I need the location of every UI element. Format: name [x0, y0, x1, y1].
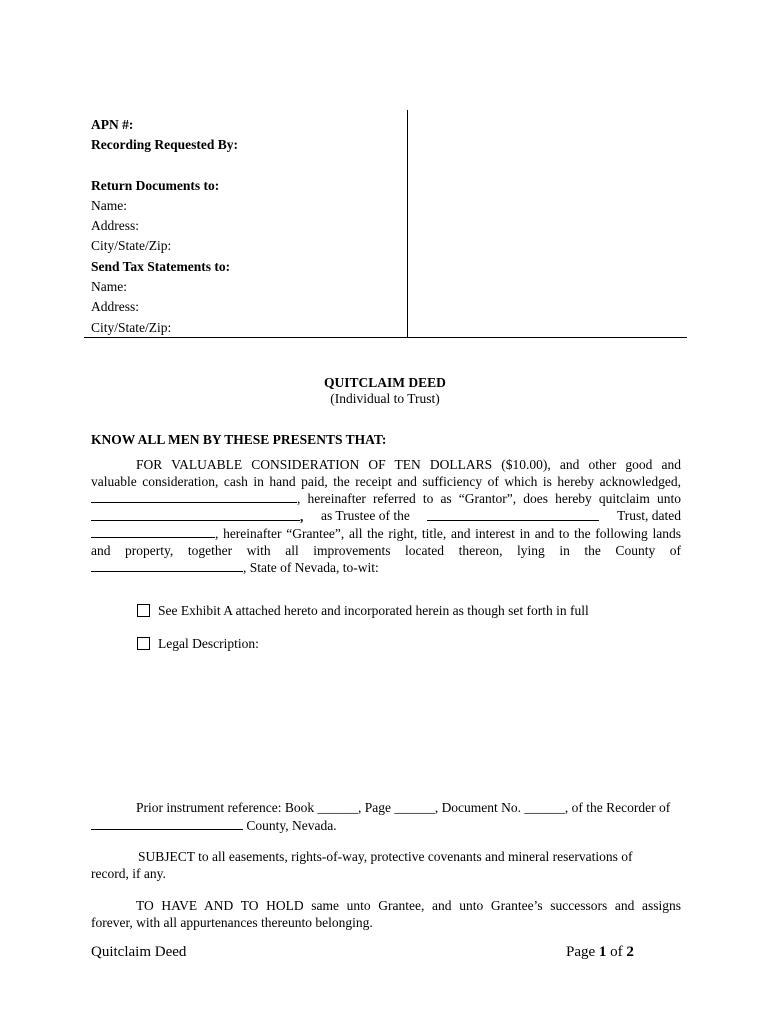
document-title: QUITCLAIM DEED	[324, 375, 446, 390]
para-line-5-text: , hereinafter “Grantee”, all the right, title, and interest in and to the following lands	[215, 526, 681, 541]
para-line-1: FOR VALUABLE CONSIDERATION OF TEN DOLLARS ($10.00), and other good and	[136, 457, 681, 472]
legal-description-checkbox[interactable]	[137, 637, 150, 650]
header-vertical-divider	[407, 110, 408, 338]
prior-county-blank[interactable]	[91, 817, 243, 830]
para-line-3-text: , hereinafter referred to as “Grantor”, does hereby quitclaim unto	[297, 491, 681, 506]
recording-requested-label: Recording Requested By:	[91, 137, 238, 153]
subject-paragraph	[91, 849, 681, 882]
exhibit-checkbox[interactable]	[137, 604, 150, 617]
prior-line-1: Prior instrument reference: Book ______, Page ______, Document No. ______, of the Recorder of	[136, 800, 671, 815]
habendum-line-1: TO HAVE AND TO HOLD same unto Grantee, and unto Grantee’s successors and assigns	[136, 898, 681, 913]
subject-line-1: SUBJECT to all easements, rights-of-way, protective covenants and mineral reservations of	[138, 849, 633, 864]
comma: ,	[300, 508, 304, 524]
date-blank[interactable]	[91, 525, 215, 538]
grantor-blank[interactable]	[91, 490, 297, 503]
tax-name-label: Name:	[91, 279, 127, 295]
para-line-7	[91, 559, 681, 577]
return-address-label: Address:	[91, 218, 139, 234]
exhibit-label: See Exhibit A attached hereto and incorporated herein as though set forth in full	[158, 603, 589, 618]
page-number	[566, 944, 634, 961]
return-name-label: Name:	[91, 197, 127, 213]
page-word: Page	[566, 944, 596, 960]
tax-statements-label: Send Tax Statements to:	[91, 258, 231, 274]
consideration-paragraph	[91, 457, 681, 577]
exhibit-option	[137, 603, 589, 619]
document-subtitle: (Individual to Trust)	[330, 391, 440, 406]
trust-dated-text: Trust, dated	[616, 507, 681, 523]
footer-title: Quitclaim Deed	[91, 944, 187, 960]
spacer	[91, 156, 238, 176]
para-line-3	[91, 490, 681, 508]
apn-label: APN #:	[91, 117, 134, 132]
para-line-7-text: , State of Nevada, to-wit:	[243, 560, 379, 575]
para-line-4	[91, 508, 681, 526]
know-all-heading: KNOW ALL MEN BY THESE PRESENTS THAT:	[91, 432, 387, 447]
of-word: of	[610, 944, 623, 960]
para-line-2: valuable consideration, cash in hand paid, the receipt and sufficiency of which is hereby acknowledged,	[91, 473, 681, 489]
habendum-paragraph	[91, 898, 681, 931]
tax-city-label: City/State/Zip:	[91, 319, 172, 335]
legal-description-label: Legal Description:	[158, 636, 259, 651]
legal-description-option	[137, 636, 259, 652]
para-line-6: and property, together with all improvements located thereon, lying in the County of	[91, 542, 681, 558]
prior-instrument-paragraph	[91, 800, 681, 834]
return-city-label: City/State/Zip:	[91, 238, 172, 254]
total-pages: 2	[626, 944, 634, 960]
subject-line-2: record, if any.	[91, 865, 166, 881]
prior-line-2-text: County, Nevada.	[246, 817, 337, 833]
header-fields	[91, 115, 238, 338]
current-page: 1	[598, 944, 607, 960]
trust-name-blank[interactable]	[427, 508, 599, 521]
as-trustee-text: as Trustee of the	[320, 507, 410, 523]
habendum-line-2: forever, with all appurtenances thereunto belonging.	[91, 914, 373, 930]
trustee-blank[interactable]	[91, 508, 300, 521]
para-line-5	[91, 525, 681, 543]
prior-line-2	[91, 817, 681, 835]
county-blank[interactable]	[91, 559, 243, 572]
return-documents-label: Return Documents to:	[91, 177, 220, 193]
tax-address-label: Address:	[91, 299, 139, 315]
